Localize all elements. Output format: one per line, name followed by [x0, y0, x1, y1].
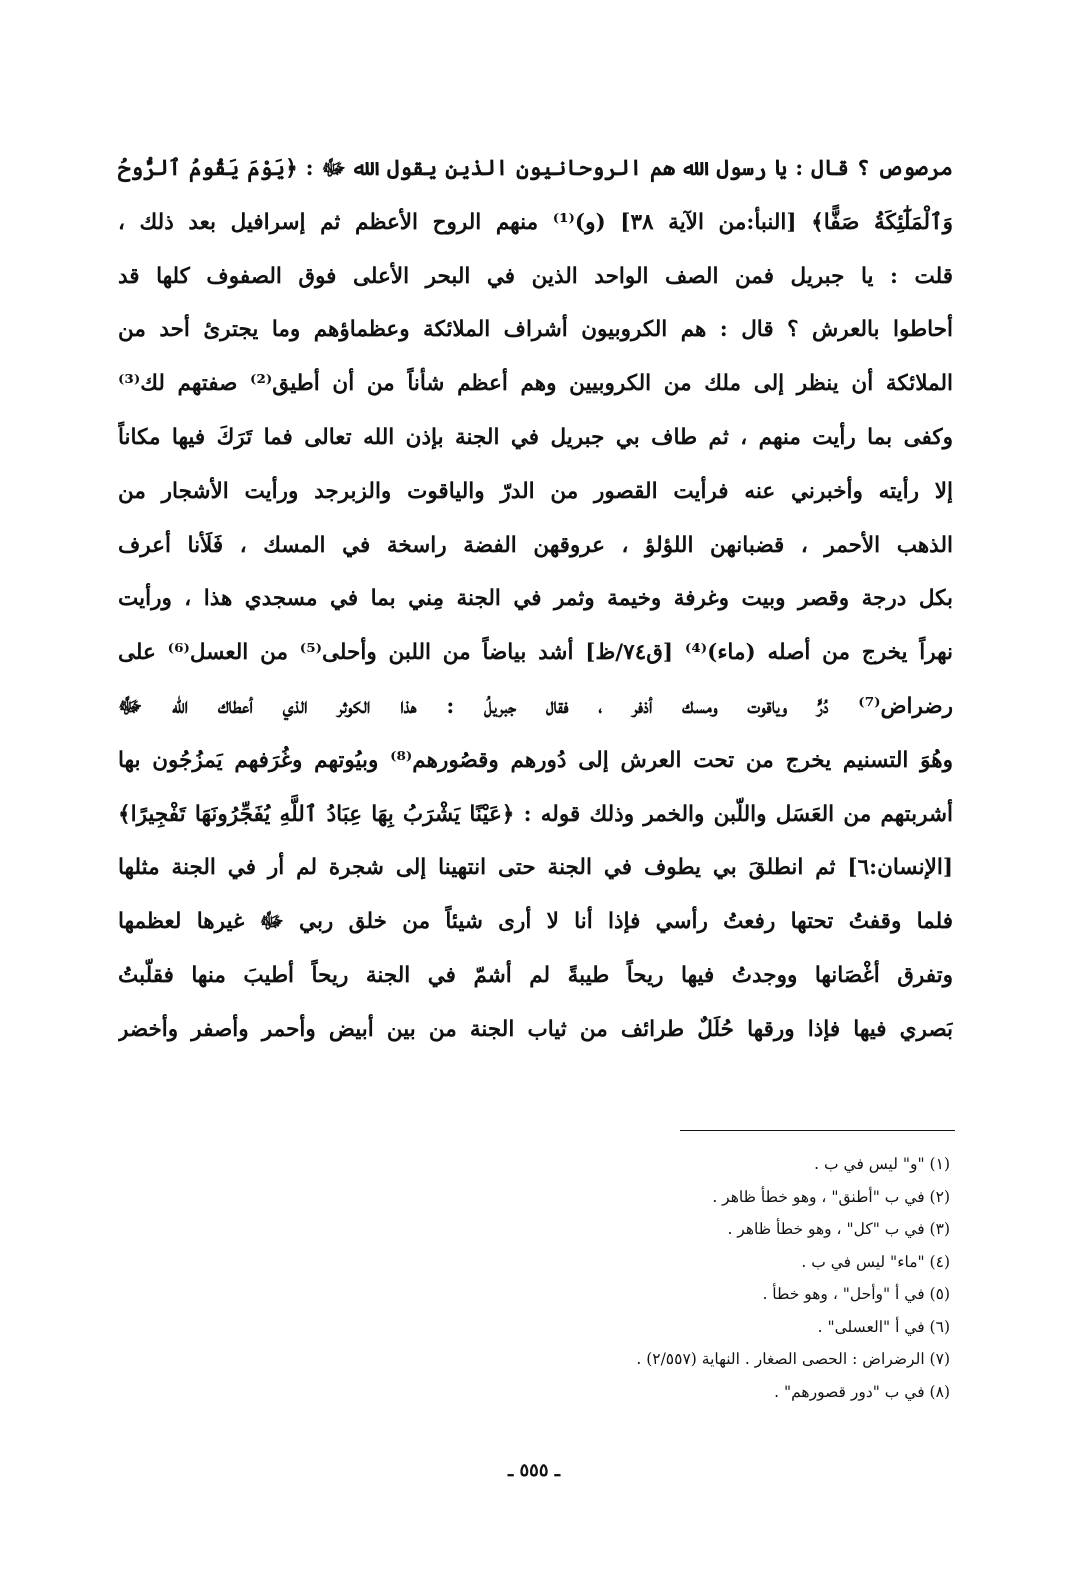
text-line: [الإنسان:٦] ثم انطلقَ بي يطوف في الجنة حتى انتهينا إلى شجرة لم أر في الجنة مثلها: [118, 855, 953, 881]
footnotes-section: [300, 1148, 950, 1408]
text-line: إلا رأيته وأخبرني عنه فرأيت القصور من الدرّ والياقوت والزبرجد ورأيت الأشجار من: [118, 478, 953, 504]
text-line: أحاطوا بالعرش ؟ قال : هم الكروبيون أشراف الملائكة وعظماؤهم وما يجترئ أحد من: [118, 317, 953, 343]
text-line: وَٱلْمَلَٰٓئِكَةُ صَفًّا﴾ [النبأ:من الآية ٣٨] (و)⁽¹⁾ منهم الروح الأعظم ثم إسرافيل بعد ذلك ،: [118, 209, 953, 235]
text-line: الذهب الأحمر ، قضبانهن اللؤلؤ ، عروقهن الفضة راسخة في المسك ، فَلَأنا أعرف: [118, 532, 953, 558]
footnote: (٨) في ب "دور قصورهم" .: [774, 1382, 950, 1401]
text-line: بَصري فيها فإذا ورقها حُلَلٌ طرائف من ثياب الجنة من بين أبيض وأحمر وأصفر وأخضر: [118, 1016, 953, 1042]
text-line: بكل درجة وقصر وبيت وغرفة وخيمة وثمر في الجنة مِني بما في مسجدي هذا ، ورأيت: [118, 586, 953, 612]
text-line: رضراض⁽⁷⁾ دُرٍّ وياقوت ومسك أذفر ، فقال جبريلُ : هذا الكوثر الذي أعطاك الله ﷻ: [118, 693, 953, 719]
text-line: وتفرق أغْصَانها ووجدتُ فيها ريحاً طيبةً لم أشمّ في الجنة ريحاً أطيبَ منها فقلّبتُ: [118, 962, 953, 988]
footnote: (٧) الرضراض : الحصى الصغار . النهاية (٢/٥٥٧) .: [636, 1350, 950, 1368]
footnote: (١) "و" ليس في ب .: [814, 1155, 950, 1173]
footnote-divider: [680, 1130, 955, 1131]
text-line: وهُوَ التسنيم يخرج من تحت العرش إلى دُورهم وقصُورهم⁽⁸⁾ وبيُوتهم وغُرَفهم يَمزُجُون بها: [118, 747, 953, 773]
text-line: فلما وقفتُ تحتها رفعتُ رأسي فإذا أنا لا أرى شيئاً من خلق ربي ﷻ غيرها لعظمها: [118, 909, 953, 935]
text-line: الملائكة أن ينظر إلى ملك من الكروبيين وهم أعظم شأناً من أن أطيق⁽²⁾ صفتهم لك⁽³⁾: [118, 371, 953, 397]
footnote: (٢) في ب "أطنق" ، وهو خطأ ظاهر .: [712, 1187, 950, 1206]
text-line: قلت : يا جبريل فمن الصف الواحد الذين في البحر الأعلى فوق الصفوف كلها قد: [118, 263, 953, 289]
main-text-body: [118, 142, 953, 1057]
text-line: وكفى بما رأيت منهم ، ثم طاف بي جبريل في الجنة بإذن الله تعالى فما تَرَكَ فيها مكاناً: [118, 424, 953, 450]
text-line: مرصوص ؟ قال : يا رسول الله هم الروحانيون الذين يقول الله ﷻ : ﴿يَوْمَ يَقُومُ ٱلرُّوحُ: [118, 156, 953, 181]
page-number: ـ ٥٥٥ ـ: [507, 1460, 561, 1481]
text-line: نهراً يخرج من أصله (ماء)⁽⁴⁾ [ق٧٤/ظ] أشد بياضاً من اللبن وأحلى⁽⁵⁾ من العسل⁽⁶⁾ على: [118, 640, 953, 666]
footnote: (٥) في أ "وأحل" ، وهو خطأ .: [762, 1285, 950, 1303]
footnote: (٤) "ماء" ليس في ب .: [801, 1252, 950, 1271]
text-line: أشربتهم من العَسَل واللّبن والخمر وذلك قوله : ﴿عَيْنًا يَشْرَبُ بِهَا عِبَادُ ٱللَّهِ يُفَجِّرُونَهَا تَفْجِيرًا﴾: [118, 801, 953, 827]
footnote: (٣) في ب "كل" ، وهو خطأ ظاهر .: [727, 1220, 950, 1238]
footnote: (٦) في أ "العسلى" .: [817, 1317, 950, 1336]
